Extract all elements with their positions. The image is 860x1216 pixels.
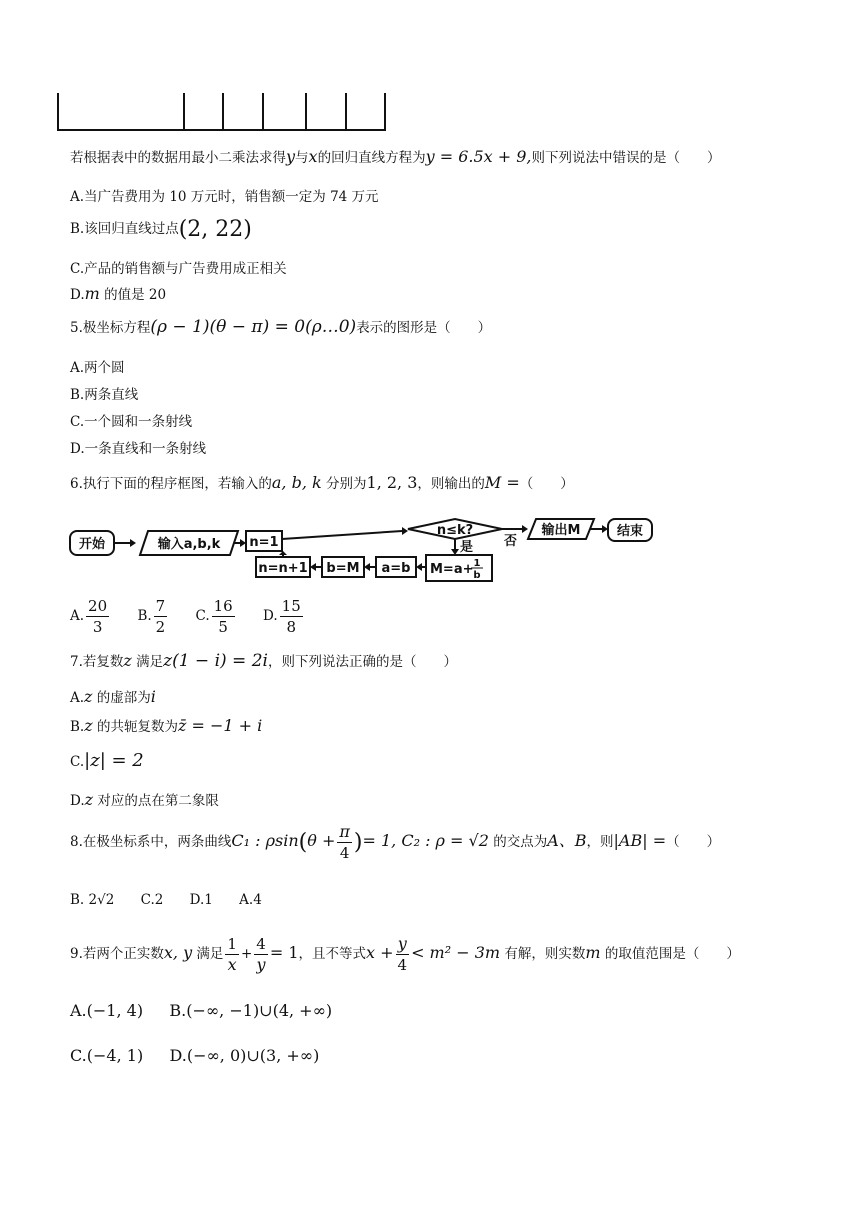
q4-option-b: B.该回归直线过点(2, 22) <box>70 217 252 242</box>
flow-init-label: n=1 <box>249 535 279 550</box>
flow-input-label: 输入a,b,k <box>157 537 221 552</box>
q4-option-c: C.产品的销售额与广告费用成正相关 <box>70 261 287 277</box>
q4-option-d: D.m 的值是 20 <box>70 284 167 303</box>
q7-stem: 7.若复数z 满足z(1 − i) = 2i，则下列说法正确的是（ ） <box>70 651 457 671</box>
q7-option-a: A.z 的虚部为i <box>70 687 156 706</box>
flow-end-label: 结束 <box>616 524 644 539</box>
q5-stem: 5.极坐标方程(ρ − 1)(θ − π) = 0(ρ…0)表示的图形是（ ） <box>70 317 492 337</box>
flow-step-m-num: 1 <box>473 558 481 569</box>
q4-option-a: A.当广告费用为 10 万元时，销售额一定为 74 万元 <box>70 189 379 205</box>
q9-option-a: A.(−1, 4) <box>70 1001 144 1020</box>
flow-step-m-den: b <box>473 570 481 581</box>
q7-option-d: D.z 对应的点在第二象限 <box>70 790 219 809</box>
flow-step-b-label: b=M <box>326 561 360 576</box>
q8-options <box>70 892 284 908</box>
q6-option-b: B. $\frac{7}{2}$ <box>137 597 166 636</box>
flow-start-label: 开始 <box>78 537 106 552</box>
data-table-bottom <box>57 93 386 131</box>
q8-option-c: C.2 <box>140 892 164 908</box>
q4-stem: 若根据表中的数据用最小二乘法求得y与x的回归直线方程为y = 6.5x + 9,则下列说法中错误的是（ ） <box>70 147 721 166</box>
q8-option-b: B. 2√2 <box>70 892 115 908</box>
q7-option-c: C.|z| = 2 <box>70 750 144 771</box>
q6-option-d: D. $\frac{15}{8}$ <box>263 597 301 636</box>
flow-step-n-label: n=n+1 <box>258 561 308 576</box>
q6-option-a: A. $\frac{20}{3}$ <box>70 597 108 636</box>
q8-stem: 8.在极坐标系中，两条曲线C₁ : ρsin(θ + $\frac{\pi}{4}$ )= 1, C₂ : ρ = √2 的交点为A、B，则|AB| =（ ） <box>70 822 721 862</box>
flow-step-m-label: M=a+ <box>430 562 474 577</box>
flow-step-a-label: a=b <box>381 561 411 576</box>
q7-option-b: B.z 的共轭复数为z̄ = −1 + i <box>70 716 263 735</box>
q6-options <box>70 596 327 637</box>
q5-option-c: C.一个圆和一条射线 <box>70 414 193 430</box>
q9-option-d: D.(−∞, 0)∪(3, +∞) <box>169 1046 320 1065</box>
q9-stem: 9.若两个正实数x, y 满足 $\frac{1}{x}$ + $\frac{4}{y}$ = 1，且不等式x + $\frac{y}{4}$ < m² − 3m 有解，则实数m 的取值范围是（ ） <box>70 934 740 974</box>
flowchart <box>68 515 658 585</box>
flow-yes-label: 是 <box>460 540 474 555</box>
flow-no-label: 否 <box>504 534 518 549</box>
flow-decision-label: n≤k? <box>436 523 474 538</box>
q8-option-d: D.1 <box>189 892 213 908</box>
q9-option-b: B.(−∞, −1)∪(4, +∞) <box>169 1001 333 1020</box>
q5-option-a: A.两个圆 <box>70 360 125 376</box>
q5-option-b: B.两条直线 <box>70 387 139 403</box>
flow-output-label: 输出M <box>541 523 581 538</box>
q6-option-c: C. $\frac{16}{5}$ <box>195 597 233 636</box>
q5-option-d: D.一条直线和一条射线 <box>70 441 207 457</box>
q9-option-c: C.(−4, 1) <box>70 1046 144 1065</box>
q9-options-row2 <box>70 1046 341 1065</box>
q6-stem: 6.执行下面的程序框图，若输入的a, b, k 分别为1, 2, 3，则输出的M =（ ） <box>70 473 574 492</box>
q8-option-a: A.4 <box>239 892 262 908</box>
q9-options-row1 <box>70 1001 354 1020</box>
